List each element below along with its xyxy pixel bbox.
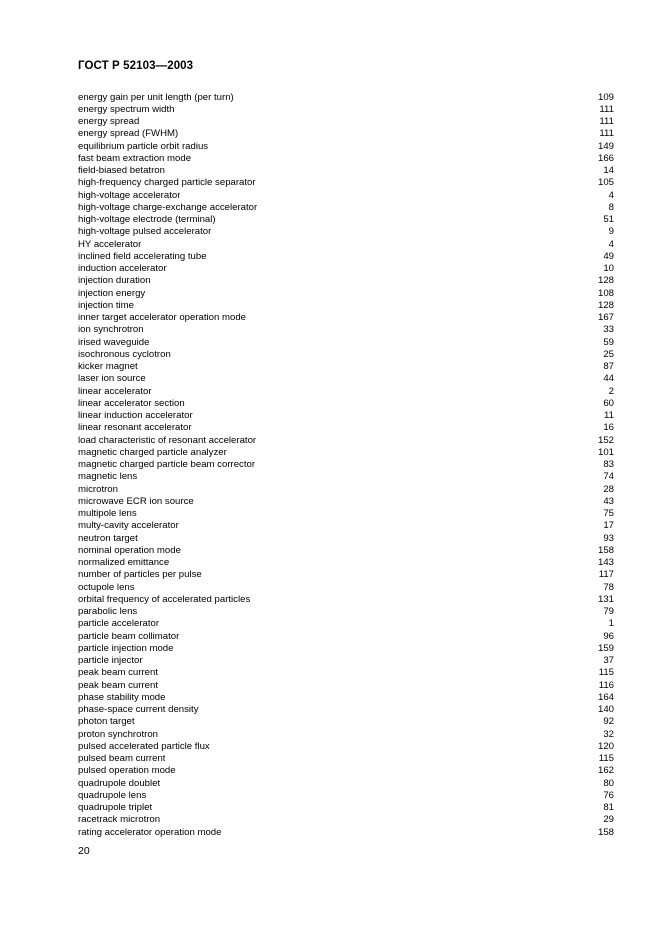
- index-page-ref: 140: [597, 704, 614, 715]
- index-term: irised waveguide: [78, 336, 150, 348]
- index-page-ref: 81: [603, 802, 614, 813]
- index-term: particle injection mode: [78, 642, 174, 654]
- index-page-ref: 158: [597, 544, 614, 556]
- index-page-ref: 111: [599, 128, 614, 140]
- index-term: field-biased betatron: [78, 165, 165, 176]
- index-term: peak beam current: [78, 667, 158, 679]
- index-entry: [78, 533, 614, 545]
- page-number: 20: [78, 845, 90, 857]
- index-term: racetrack microtron: [78, 814, 161, 826]
- index-page-ref: 51: [603, 214, 614, 225]
- index-entry: [78, 814, 614, 826]
- index-entry: [78, 484, 614, 496]
- index-page-ref: 83: [603, 459, 614, 470]
- index-term: isochronous cyclotron: [78, 348, 171, 360]
- index-entry: [78, 263, 614, 275]
- index-term: magnetic charged particle analyzer: [78, 446, 227, 458]
- index-term: microtron: [78, 483, 118, 495]
- index-entry: [78, 655, 614, 667]
- index-page-ref: 60: [603, 397, 614, 409]
- index-entry: [78, 190, 614, 202]
- index-page-ref: 167: [597, 312, 614, 323]
- index-page-ref: 75: [603, 508, 614, 519]
- index-entry: [78, 704, 614, 716]
- index-page-ref: 74: [603, 471, 614, 483]
- index-entry: [78, 459, 614, 471]
- index-term: magnetic lens: [78, 471, 138, 483]
- index-page-ref: 162: [597, 765, 614, 777]
- index-entry: [78, 398, 614, 410]
- index-entry: [78, 496, 614, 508]
- index-page-ref: 4: [608, 189, 614, 201]
- index-term: equilibrium particle orbit radius: [78, 140, 209, 152]
- index-page-ref: 78: [603, 581, 614, 593]
- index-term: magnetic charged particle beam corrector: [78, 459, 256, 470]
- index-entry: [78, 177, 614, 189]
- index-term: photon target: [78, 716, 135, 728]
- index-term: normalized emittance: [78, 557, 170, 568]
- index-term: HY accelerator: [78, 238, 142, 250]
- index-term: induction accelerator: [78, 263, 167, 274]
- index-page-ref: 131: [597, 593, 614, 605]
- index-page-ref: 143: [597, 557, 614, 568]
- index-page-ref: 120: [597, 740, 614, 752]
- index-term: nominal operation mode: [78, 544, 181, 556]
- index-term: peak beam current: [78, 679, 158, 691]
- index-entry: [78, 410, 614, 422]
- index-term: particle injector: [78, 655, 143, 666]
- index-term: high-voltage electrode (terminal): [78, 214, 216, 225]
- index-entry: [78, 300, 614, 312]
- index-entry: [78, 790, 614, 802]
- index-term: quadrupole lens: [78, 789, 147, 801]
- index-page-ref: 101: [597, 446, 614, 458]
- index-term: injection energy: [78, 287, 146, 299]
- index-entry: [78, 631, 614, 643]
- index-page-ref: 4: [608, 238, 614, 250]
- index-page-ref: 17: [603, 520, 614, 532]
- index-entry: [78, 741, 614, 753]
- index-page-ref: 33: [603, 324, 614, 336]
- index-entry: [78, 153, 614, 165]
- index-entry: [78, 827, 614, 839]
- index-term: phase-space current density: [78, 704, 199, 715]
- index-entry: [78, 557, 614, 569]
- index-entry: [78, 92, 614, 104]
- index-page-ref: 10: [603, 263, 614, 274]
- index-page-ref: 92: [603, 716, 614, 728]
- index-page-ref: 149: [597, 140, 614, 152]
- index-entry: [78, 765, 614, 777]
- index-term: laser ion source: [78, 373, 146, 385]
- index-page-ref: 11: [604, 410, 614, 421]
- index-entry: [78, 802, 614, 814]
- index-term: injection duration: [78, 275, 151, 287]
- index-term: proton synchrotron: [78, 728, 158, 740]
- index-page-ref: 115: [598, 753, 614, 764]
- index-entry: [78, 202, 614, 214]
- index-page-ref: 164: [597, 691, 614, 703]
- index-entry: [78, 349, 614, 361]
- index-entry: [78, 643, 614, 655]
- index-term: ion synchrotron: [78, 324, 144, 336]
- index-term: injection time: [78, 299, 134, 311]
- index-entry: [78, 226, 614, 238]
- index-entry: [78, 545, 614, 557]
- index-term: energy spread (FWHM): [78, 128, 179, 140]
- index-entry: [78, 324, 614, 336]
- index-term: linear resonant accelerator: [78, 422, 192, 434]
- index-entry: [78, 422, 614, 434]
- index-page-ref: 9: [608, 226, 614, 238]
- index-term: energy spread: [78, 116, 140, 127]
- index-page-ref: 76: [603, 789, 614, 801]
- index-entry: [78, 361, 614, 373]
- index-entry: [78, 569, 614, 581]
- index-page-ref: 158: [597, 826, 614, 838]
- index-term: parabolic lens: [78, 606, 138, 617]
- index-page-ref: 109: [597, 91, 614, 103]
- index-term: linear accelerator: [78, 385, 152, 397]
- index-entry: [78, 104, 614, 116]
- index-page-ref: 14: [603, 165, 614, 176]
- index-page-ref: 111: [599, 116, 614, 127]
- index-entry: [78, 165, 614, 177]
- index-page-ref: 16: [603, 422, 614, 434]
- index-entry: [78, 435, 614, 447]
- index-entry: [78, 214, 614, 226]
- index-term: linear accelerator section: [78, 397, 185, 409]
- index-page-ref: 2: [608, 385, 614, 397]
- index-page-ref: 115: [598, 667, 614, 679]
- index-term: high-voltage charge-exchange accelerator: [78, 201, 258, 213]
- index-term: octupole lens: [78, 581, 135, 593]
- index-entry: [78, 386, 614, 398]
- index-entry: [78, 116, 614, 128]
- index-term: inclined field accelerating tube: [78, 250, 207, 262]
- index-entry: [78, 337, 614, 349]
- index-page-ref: 105: [597, 177, 614, 189]
- index-term: load characteristic of resonant accelerator: [78, 434, 257, 446]
- index-term: neutron target: [78, 532, 138, 544]
- index-page-ref: 43: [603, 495, 614, 507]
- index-page-ref: 32: [603, 728, 614, 740]
- index-term: multy-cavity accelerator: [78, 520, 179, 532]
- index-page-ref: 25: [603, 348, 614, 360]
- index-page-ref: 111: [599, 103, 614, 115]
- index-page-ref: 128: [597, 275, 614, 287]
- index-term: linear induction accelerator: [78, 410, 193, 421]
- index-entry: [78, 288, 614, 300]
- index-term: rating accelerator operation mode: [78, 826, 222, 838]
- index-entry: [78, 582, 614, 594]
- index-entry: [78, 508, 614, 520]
- index-entry: [78, 128, 614, 140]
- index-page-ref: 8: [608, 201, 614, 213]
- index-page-ref: 108: [597, 287, 614, 299]
- index-entry: [78, 312, 614, 324]
- index-page-ref: 87: [603, 361, 614, 372]
- index-entry: [78, 239, 614, 251]
- index-term: multipole lens: [78, 508, 137, 519]
- index-page-ref: 159: [597, 642, 614, 654]
- index-page-ref: 128: [597, 299, 614, 311]
- index-page-ref: 96: [603, 630, 614, 642]
- index-entry: [78, 680, 614, 692]
- index-page-ref: 1: [608, 618, 614, 630]
- index-term: orbital frequency of accelerated particles: [78, 593, 251, 605]
- index-term: high-voltage pulsed accelerator: [78, 226, 212, 238]
- index-term: energy gain per unit length (per turn): [78, 91, 234, 103]
- index-term: quadrupole triplet: [78, 802, 153, 813]
- index-entry: [78, 373, 614, 385]
- index-entry: [78, 251, 614, 263]
- index-page-ref: 166: [597, 152, 614, 164]
- index-entry: [78, 594, 614, 606]
- index-page-ref: 59: [603, 336, 614, 348]
- index-entry: [78, 729, 614, 741]
- index-entry: [78, 667, 614, 679]
- term-index-list: [78, 92, 614, 839]
- index-term: energy spectrum width: [78, 103, 175, 115]
- document-header: ГОСТ Р 52103—2003: [78, 60, 194, 72]
- index-entry: [78, 141, 614, 153]
- index-page-ref: 37: [603, 655, 614, 666]
- index-entry: [78, 618, 614, 630]
- index-page-ref: 93: [603, 532, 614, 544]
- index-page-ref: 152: [597, 434, 614, 446]
- index-term: inner target accelerator operation mode: [78, 312, 246, 323]
- index-page-ref: 28: [603, 483, 614, 495]
- index-term: number of particles per pulse: [78, 569, 202, 581]
- index-entry: [78, 778, 614, 790]
- index-term: particle accelerator: [78, 618, 160, 630]
- index-entry: [78, 471, 614, 483]
- index-entry: [78, 447, 614, 459]
- index-page-ref: 116: [598, 679, 614, 691]
- index-term: microwave ECR ion source: [78, 495, 194, 507]
- index-term: kicker magnet: [78, 361, 138, 372]
- index-entry: [78, 275, 614, 287]
- index-page-ref: 117: [598, 569, 614, 581]
- index-page-ref: 79: [603, 606, 614, 617]
- index-term: pulsed accelerated particle flux: [78, 740, 210, 752]
- index-entry: [78, 692, 614, 704]
- index-term: fast beam extraction mode: [78, 152, 192, 164]
- index-term: quadrupole doublet: [78, 777, 161, 789]
- index-term: high-voltage accelerator: [78, 189, 181, 201]
- index-term: phase stability mode: [78, 691, 166, 703]
- index-term: high-frequency charged particle separator: [78, 177, 256, 189]
- index-entry: [78, 520, 614, 532]
- index-entry: [78, 716, 614, 728]
- index-term: pulsed operation mode: [78, 765, 176, 777]
- index-page-ref: 44: [603, 373, 614, 385]
- index-page-ref: 49: [603, 250, 614, 262]
- index-term: particle beam collimator: [78, 630, 180, 642]
- index-term: pulsed beam current: [78, 753, 166, 764]
- index-entry: [78, 606, 614, 618]
- index-entry: [78, 753, 614, 765]
- index-page-ref: 80: [603, 777, 614, 789]
- index-page-ref: 29: [603, 814, 614, 826]
